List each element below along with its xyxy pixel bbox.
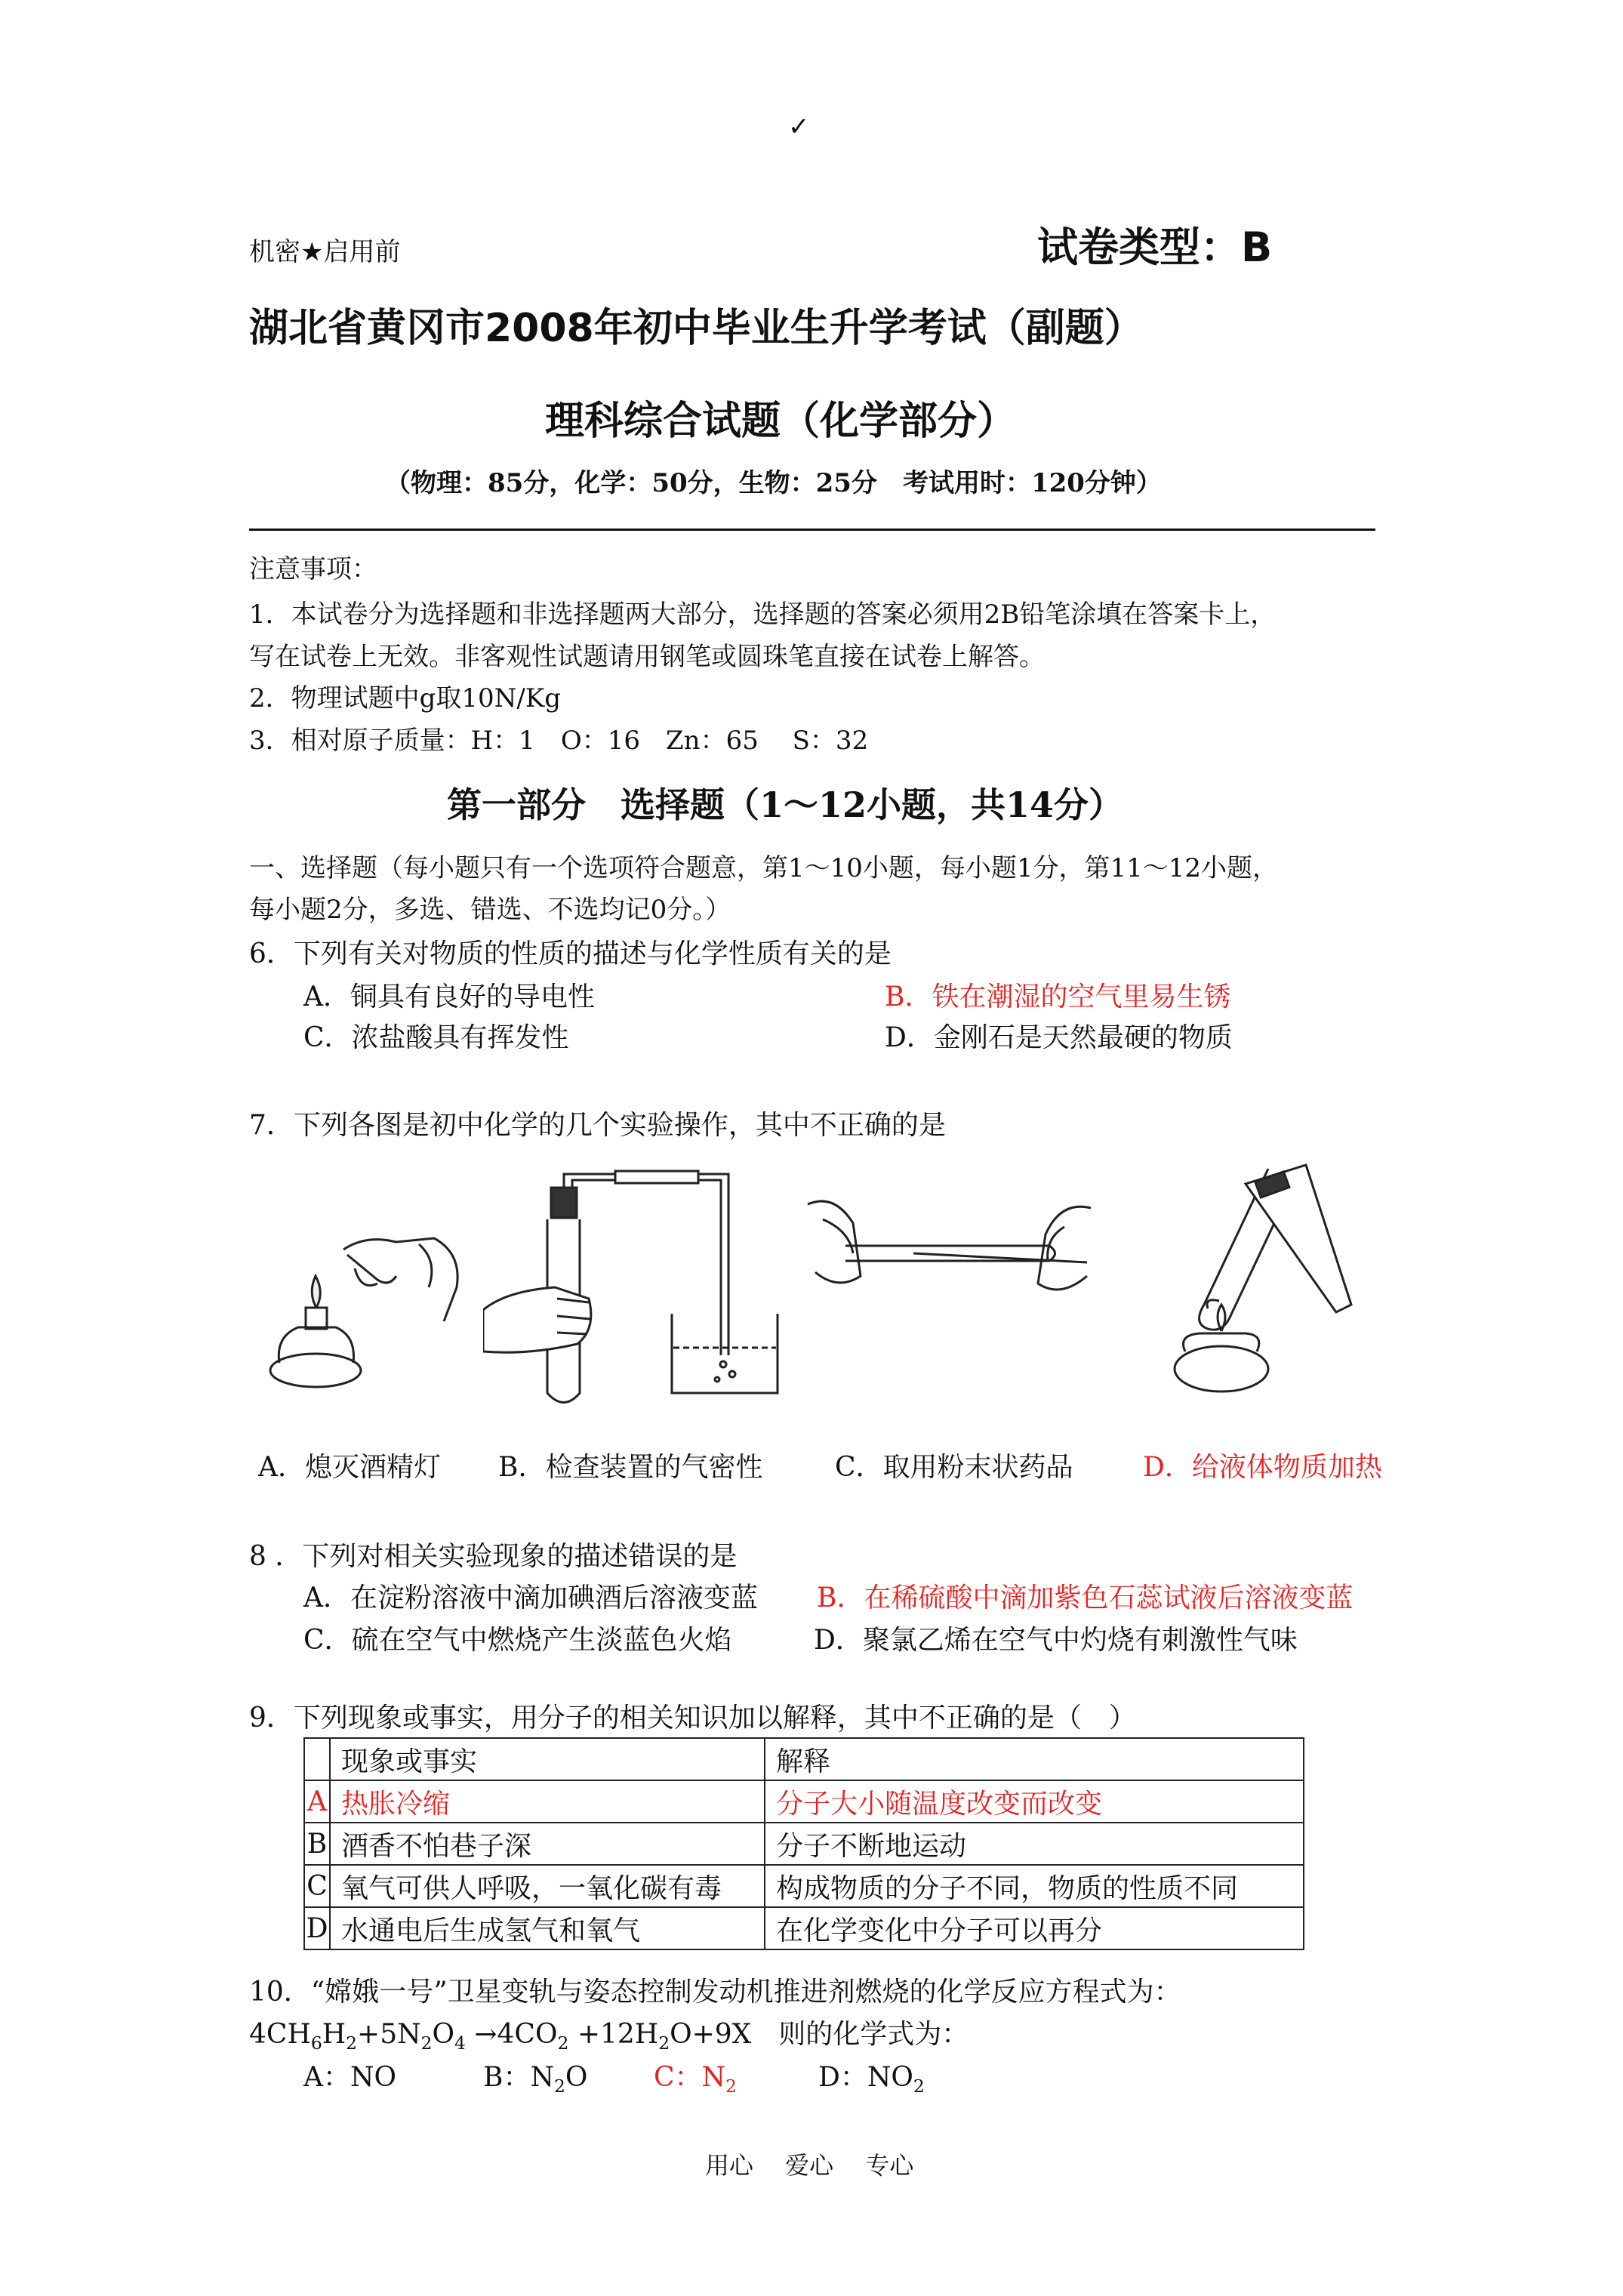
alcohol-lamp-extinguish-figure (264, 1208, 491, 1404)
table-row (304, 1823, 1304, 1865)
table-cell: C (304, 1865, 330, 1907)
q10-option-d: D：$NO_2$ (818, 2062, 925, 2097)
q7-option-d: D．给液体物质加热 (1143, 1452, 1382, 1483)
airtightness-check-figure (483, 1166, 800, 1412)
table-header-cell (304, 1738, 330, 1780)
table-cell: D (304, 1907, 330, 1949)
table-header-cell: 现象或事实 (330, 1738, 765, 1780)
q10-stem: 10．“嫦娥一号”卫星变轨与姿态控制发动机推进剂燃烧的化学反应方程式为： (249, 1977, 1181, 2008)
q7-option-b: B．检查装置的气密性 (498, 1452, 763, 1483)
header-rule (249, 529, 1375, 531)
q10-option-c: C：$N_2$ (654, 2062, 737, 2097)
instruction-text: （每小题只有一个选项符合题意，第1～10小题，每小题1分，第11～12小题， (377, 853, 1279, 883)
table-cell: 构成物质的分子不同，物质的性质不同 (765, 1865, 1304, 1907)
q6-option-b: B．铁在潮湿的空气里易生锈 (885, 982, 1231, 1012)
q8-stem: 8 ．下列对相关实验现象的描述错误的是 (249, 1541, 738, 1572)
heating-liquid-figure (1132, 1154, 1381, 1403)
table-cell: A (304, 1780, 330, 1823)
q9-stem: 9．下列现象或事实，用分子的相关知识加以解释，其中不正确的是（ ） (249, 1703, 1136, 1734)
confidential-label: 机密★启用前 (249, 237, 401, 267)
page-footer: 用心 爱心 专心 (705, 2151, 914, 2180)
q7-option-c: C．取用粉末状药品 (835, 1452, 1073, 1483)
note-item: 1．本试卷分为选择题和非选择题两大部分，选择题的答案必须用2B铅笔涂填在答案卡上， (249, 599, 1277, 630)
table-cell: B (304, 1823, 330, 1865)
notes-heading: 注意事项： (249, 554, 377, 584)
note-item: 3．相对原子质量：H：1 O：16 Zn：65 S：32 (249, 726, 869, 756)
q6-option-a: A．铜具有良好的导电性 (303, 982, 595, 1012)
q10-option-a: A：NO (303, 2062, 397, 2093)
q8-option-a: A．在淀粉溶液中滴加碘酒后溶液变蓝 (303, 1583, 758, 1613)
table-row (304, 1865, 1304, 1907)
table-cell: 水通电后生成氢气和氧气 (330, 1907, 765, 1949)
q7-stem: 7．下列各图是初中化学的几个实验操作，其中不正确的是 (249, 1110, 946, 1141)
part1-instruction (249, 847, 1278, 884)
table-row (304, 1907, 1304, 1949)
q8-option-b: B．在稀硫酸中滴加紫色石蕊试液后溶液变蓝 (817, 1583, 1354, 1613)
powder-transfer-figure (800, 1178, 1095, 1329)
q8-option-d: D．聚氯乙烯在空气中灼烧有刺激性气味 (814, 1625, 1298, 1656)
note-item: 2．物理试题中g取10N/Kg (249, 683, 562, 713)
q6-stem: 6．下列有关对物质的性质的描述与化学性质有关的是 (249, 938, 892, 969)
part1-heading: 第一部分 选择题（1～12小题，共14分） (447, 784, 1124, 825)
q10-equation: $4CH_6H_2+5N_2O_4 \to 4CO_2 +12H_2O+9X$ 则的化学式为： (249, 2019, 969, 2054)
page-title: 湖北省黄冈市2008年初中毕业生升学考试（副题） (249, 306, 1144, 351)
table-cell: 分子不断地运动 (765, 1823, 1304, 1865)
check-mark: ✓ (788, 112, 810, 142)
q7-option-a: A．熄灭酒精灯 (258, 1452, 441, 1483)
table-row (304, 1780, 1304, 1823)
table-cell: 分子大小随温度改变而改变 (765, 1780, 1304, 1823)
q6-option-d: D．金刚石是天然最硬的物质 (885, 1022, 1233, 1053)
table-header-row (304, 1738, 1304, 1780)
page-subtitle: 理科综合试题（化学部分） (545, 399, 1017, 444)
q8-option-c: C．硫在空气中燃烧产生淡蓝色火焰 (303, 1625, 732, 1656)
table-cell: 在化学变化中分子可以再分 (765, 1907, 1304, 1949)
table-cell: 氧气可供人呼吸，一氧化碳有毒 (330, 1865, 765, 1907)
instruction-label: 一、选择题 (249, 853, 377, 883)
score-info: （物理：85分，化学：50分，生物：25分 考试用时：120分钟） (385, 468, 1162, 498)
paper-type: 试卷类型：B (1037, 223, 1273, 271)
q10-option-b: B：$N_2O$ (483, 2062, 588, 2097)
note-item: 写在试卷上无效。非客观性试题请用钢笔或圆珠笔直接在试卷上解答。 (249, 642, 1045, 672)
part1-instruction-2: 每小题2分，多选、错选、不选均记0分。） (249, 895, 731, 925)
table-cell: 热胀冷缩 (330, 1780, 765, 1823)
table-header-cell: 解释 (765, 1738, 1304, 1780)
q9-table (303, 1737, 1304, 1950)
q6-option-c: C．浓盐酸具有挥发性 (303, 1022, 569, 1053)
table-cell: 酒香不怕巷子深 (330, 1823, 765, 1865)
